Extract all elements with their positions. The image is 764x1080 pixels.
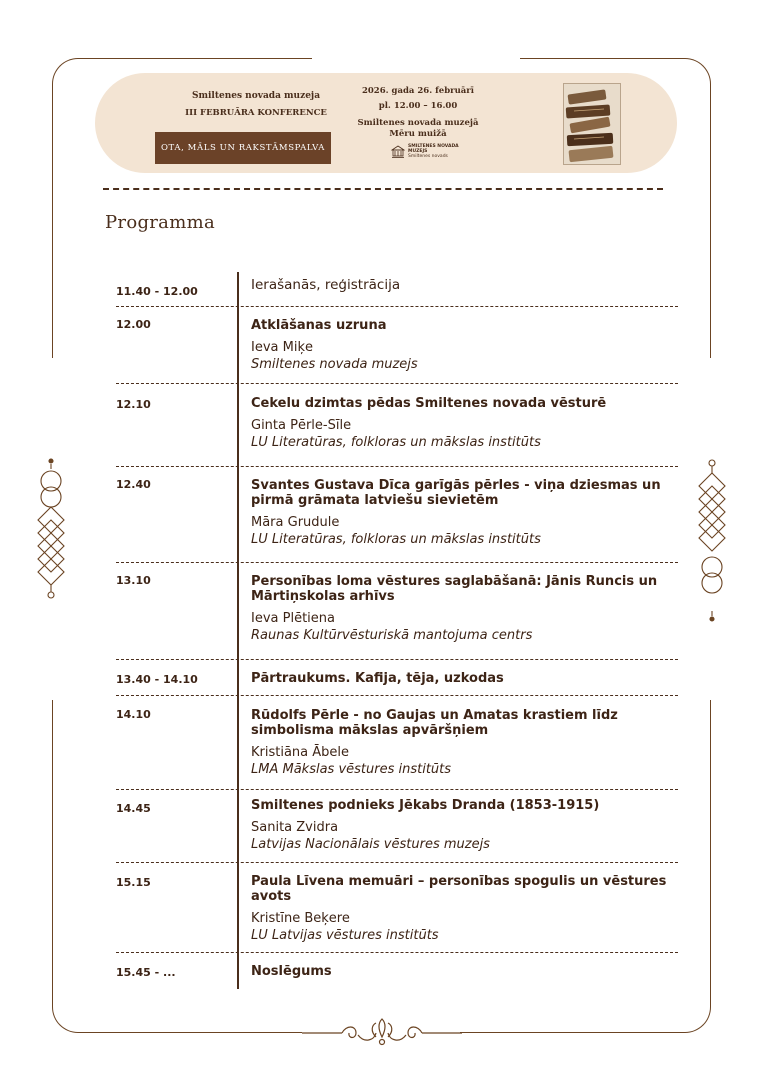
banner-conference-title: OTA, MĀLS UN RAKSTĀMSPALVA — [160, 143, 326, 153]
program-row-title: Atklāšanas uzruna — [251, 318, 387, 333]
program-row-time: 14.45 — [116, 802, 151, 815]
bottom-ornament — [302, 1017, 462, 1049]
row-separator — [116, 466, 678, 467]
program-row-speaker: Kristīne Beķere — [251, 911, 350, 926]
program-row — [251, 277, 681, 293]
program-row-time: 13.40 - 14.10 — [116, 673, 198, 686]
program-row-organization: LMA Mākslas vēstures institūts — [251, 762, 452, 777]
program-row-title: Noslēgums — [251, 964, 332, 979]
program-row-speaker: Kristiāna Ābele — [251, 745, 350, 760]
program-row — [251, 478, 681, 548]
program-vertical-line — [237, 272, 239, 989]
program-row — [251, 798, 681, 853]
museum-logo — [391, 144, 459, 159]
books-photo — [563, 83, 621, 165]
program-row-organization: LU Literatūras, folkloras un mākslas institūts — [251, 532, 541, 547]
program-row-speaker: Ieva Miķe — [251, 340, 313, 355]
program-row-time: 14.10 — [116, 708, 151, 721]
program-row — [251, 874, 681, 944]
banner-date: 2026. gada 26. februārī — [361, 86, 475, 96]
logo-text-line3: Smiltenes novads — [408, 154, 448, 159]
program-row-time: 15.45 - ... — [116, 966, 176, 979]
row-separator — [116, 789, 678, 790]
program-row-speaker: Ginta Pērle-Sīle — [251, 418, 352, 433]
row-separator — [116, 695, 678, 696]
program-row-title: Personības loma vēstures saglabāšanā: Jānis Runcis un Mārtiņskolas arhīvs — [251, 574, 658, 604]
program-row — [251, 964, 681, 979]
program-row-organization: LU Literatūras, folkloras un mākslas institūts — [251, 435, 541, 450]
program-row-title: Cekelu dzimtas pēdas Smiltenes novada vēsturē — [251, 396, 607, 411]
banner-venue-line1: Smiltenes novada muzejā — [357, 118, 479, 128]
program-row-time: 12.40 — [116, 478, 151, 491]
row-separator — [116, 862, 678, 863]
conference-banner — [95, 73, 677, 173]
program-row-time: 12.10 — [116, 398, 151, 411]
program-row-speaker: Ieva Plētiena — [251, 611, 335, 626]
banner-time: pl. 12.00 – 16.00 — [378, 101, 458, 111]
banner-title-box — [155, 132, 331, 164]
museum-logo-icon — [391, 145, 405, 159]
header-divider — [103, 188, 663, 190]
side-ornament-left — [31, 455, 71, 625]
program-row-time: 11.40 - 12.00 — [116, 285, 198, 298]
program-row — [251, 574, 681, 644]
logo-text-line2: MUZEJS — [408, 149, 428, 154]
logo-text-line1: SMILTENES NOVADA — [408, 144, 459, 149]
row-separator — [116, 383, 678, 384]
program-row-organization: Smiltenes novada muzejs — [251, 357, 418, 372]
program-row — [251, 318, 681, 373]
program-row-title: Svantes Gustava Dīca garīgās pērles - viņa dziesmas un pirmā grāmata latviešu sievietēm — [251, 478, 661, 508]
program-row-title: Rūdolfs Pērle - no Gaujas un Amatas krastiem līdz simbolisma mākslas apvāršņiem — [251, 708, 618, 738]
program-row-time: 12.00 — [116, 318, 151, 331]
books-image-icon — [564, 84, 621, 165]
program-row — [251, 671, 681, 686]
row-separator — [116, 659, 678, 660]
program-row-time: 13.10 — [116, 574, 151, 587]
program-row-organization: Raunas Kultūrvēsturiskā mantojuma centrs — [251, 628, 533, 643]
program-row — [251, 396, 681, 451]
banner-museum-name: Smiltenes novada muzeja — [191, 91, 321, 101]
program-row-organization: LU Latvijas vēstures institūts — [251, 928, 439, 943]
program-row-title: Ierašanās, reģistrācija — [251, 277, 401, 293]
program-row-organization: Latvijas Nacionālais vēstures muzejs — [251, 837, 490, 852]
program-row-title: Smiltenes podnieks Jēkabs Dranda (1853-1915) — [251, 798, 600, 813]
banner-venue-line2: Mēru muižā — [389, 129, 447, 139]
program-row-title: Paula Līvena memuāri – personības spogulis un vēstures avots — [251, 874, 667, 904]
program-title: Programma — [105, 212, 215, 233]
row-separator — [116, 952, 678, 953]
row-separator — [116, 562, 678, 563]
banner-conference-name: III FEBRUĀRA KONFERENCE — [185, 108, 327, 118]
program-row-speaker: Māra Grudule — [251, 515, 340, 530]
row-separator — [116, 306, 678, 307]
program-row — [251, 708, 681, 778]
program-row-time: 15.15 — [116, 876, 151, 889]
side-ornament-right — [692, 455, 732, 625]
program-row-title: Pārtraukums. Kafija, tēja, uzkodas — [251, 671, 504, 686]
program-row-speaker: Sanita Zvidra — [251, 820, 339, 835]
